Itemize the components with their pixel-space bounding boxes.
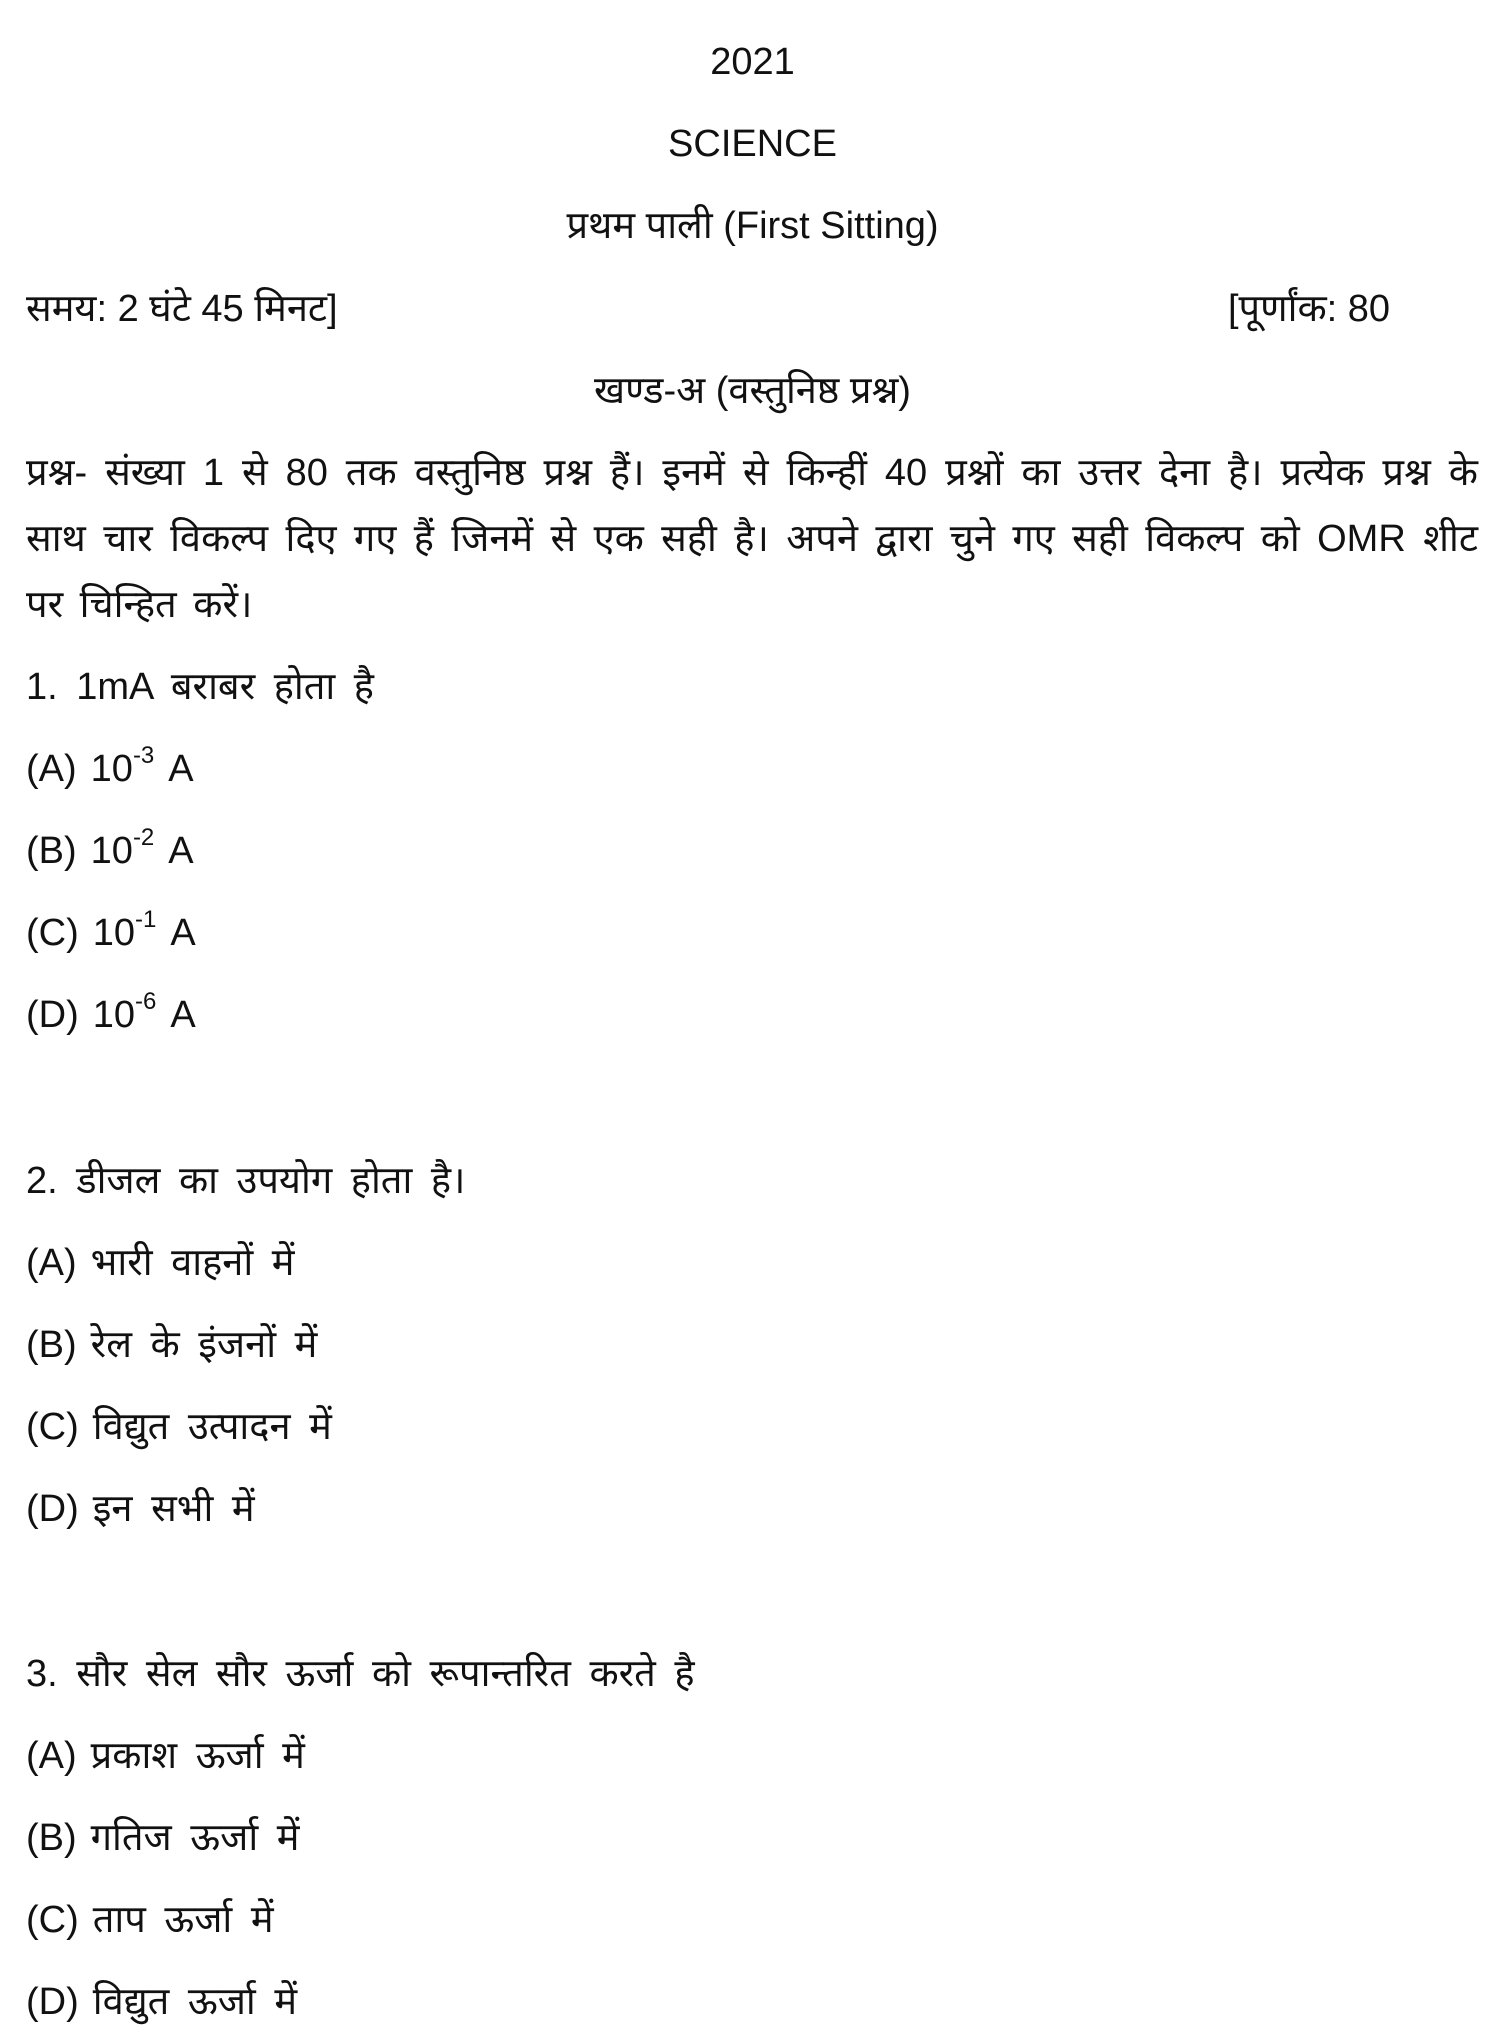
full-marks: [पूर्णांक: 80 (1228, 288, 1391, 330)
option-label: (A) (26, 748, 77, 790)
question-1-text: 1. 1mA बराबर होता है (26, 666, 374, 708)
subject-title: SCIENCE (668, 123, 837, 165)
option-label: (C) (26, 1406, 79, 1448)
option-label: (D) (26, 994, 79, 1036)
time-allowed: समय: 2 घंटे 45 मिनट] (26, 288, 338, 330)
option-label: (D) (26, 1981, 79, 2023)
question-2-option-a (26, 1239, 295, 1287)
option-label: (C) (26, 912, 79, 954)
option-base: 10 (90, 748, 133, 790)
question-1-option-d (26, 988, 196, 1039)
option-unit: A (170, 994, 196, 1036)
question-3-text: 3. सौर सेल सौर ऊर्जा को रूपान्तरित करते है (26, 1653, 695, 1695)
option-text: इन सभी में (92, 1488, 255, 1530)
option-exponent: -6 (135, 988, 157, 1016)
option-label: (A) (26, 1242, 77, 1284)
question-3-option-b (26, 1814, 299, 1862)
option-unit: A (168, 830, 194, 872)
question-1-option-a (26, 742, 194, 793)
option-text: भारी वाहनों में (90, 1242, 295, 1284)
option-label: (D) (26, 1488, 79, 1530)
option-text: प्रकाश ऊर्जा में (90, 1735, 305, 1777)
option-unit: A (170, 912, 196, 954)
exam-year: 2021 (710, 41, 795, 83)
option-text: विद्युत ऊर्जा में (92, 1981, 298, 2023)
option-label: (A) (26, 1735, 77, 1777)
question-1-option-c (26, 906, 196, 957)
option-label: (B) (26, 830, 77, 872)
instructions-paragraph: प्रश्न- संख्या 1 से 80 तक वस्तुनिष्ठ प्रश्न हैं। इनमें से किन्हीं 40 प्रश्नों का उत्तर देना है। प्रत्येक प्रश्न के साथ चार विकल्प दिए गए हैं जिनमें से एक सही है। अपने द्वारा चुने गए सही विकल्प को OMR शीट पर चिन्हित करें। (26, 452, 1478, 626)
option-base: 10 (92, 912, 136, 954)
section-title: खण्ड-अ (वस्तुनिष्ठ प्रश्न) (594, 370, 911, 412)
question-3-option-c (26, 1896, 274, 1944)
option-text: ताप ऊर्जा में (92, 1899, 274, 1941)
option-text: गतिज ऊर्जा में (90, 1817, 300, 1859)
option-unit: A (168, 748, 194, 790)
option-label: (C) (26, 1899, 79, 1941)
option-exponent: -2 (132, 824, 155, 852)
question-2-text: 2. डीजल का उपयोग होता है। (26, 1160, 466, 1202)
option-exponent: -1 (135, 906, 157, 934)
option-text: विद्युत उत्पादन में (92, 1406, 332, 1448)
option-base: 10 (90, 830, 133, 872)
option-label: (B) (26, 1324, 77, 1366)
question-2-option-c (26, 1403, 332, 1451)
question-3-option-a (26, 1732, 305, 1780)
question-2-option-b (26, 1321, 317, 1369)
option-label: (B) (26, 1817, 77, 1859)
question-3-option-d (26, 1978, 297, 2026)
option-exponent: -3 (132, 742, 155, 770)
question-2-option-d (26, 1485, 255, 1533)
option-text: रेल के इंजनों में (90, 1324, 318, 1366)
sitting-label: प्रथम पाली (First Sitting) (566, 205, 939, 247)
option-base: 10 (92, 994, 136, 1036)
question-1-option-b (26, 824, 194, 875)
